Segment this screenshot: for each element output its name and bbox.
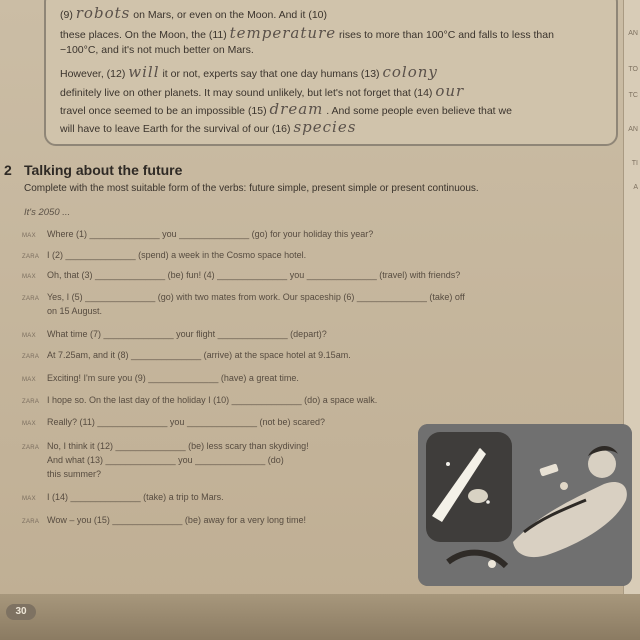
exercise-title: Talking about the future — [24, 162, 183, 178]
handwritten-answer[interactable]: robots — [75, 4, 131, 22]
handwritten-answer[interactable]: temperature — [229, 24, 337, 42]
speaker-label: ZARA — [22, 254, 40, 260]
astronaut-relaxing-icon — [418, 424, 632, 586]
dialogue-line: MAX Really? (11) ______________ you ______________ (not be) scared? — [22, 417, 326, 427]
speaker-label: MAX — [22, 233, 36, 239]
margin-label: TO — [628, 66, 638, 73]
margin-label: A — [633, 184, 638, 191]
dialogue-line: this summer? — [47, 469, 102, 479]
dialogue-line: ZARA At 7.25am, and it (8) ______________ (arrive) at the space hotel at 9.15am. — [22, 350, 351, 360]
dialogue-line: on 15 August. — [47, 306, 103, 316]
handwritten-answer[interactable]: colony — [382, 63, 438, 81]
speaker-label: MAX — [22, 274, 36, 280]
story-line: will have to leave Earth for the survival of our (16) species — [60, 118, 357, 136]
story-line: travel once seemed to be an impossible (15) dream . And some people even believe that we — [60, 100, 512, 118]
page-number: 30 — [6, 604, 36, 620]
story-line: these places. On the Moon, the (11) temperature rises to more than 100°C and falls to less than — [60, 24, 554, 42]
margin-label: TC — [628, 92, 638, 99]
story-line: (9) robots on Mars, or even on the Moon. And it (10) — [60, 4, 328, 22]
speaker-label: ZARA — [22, 399, 40, 405]
handwritten-answer[interactable]: our — [435, 82, 465, 100]
dialogue-line: ZARA I (2) ______________ (spend) a week in the Cosmo space hotel. — [22, 250, 307, 260]
dialogue-line: MAX I (14) ______________ (take) a trip to Mars. — [22, 492, 224, 502]
margin-label: AN — [628, 30, 638, 37]
speaker-label: MAX — [22, 377, 36, 383]
speaker-label: ZARA — [22, 519, 40, 525]
dialogue-line: ZARA I hope so. On the last day of the holiday I (10) ______________ (do) a space walk. — [22, 395, 378, 405]
dialogue-line: MAX Where (1) ______________ you ______________ (go) for your holiday this year? — [22, 229, 374, 239]
margin-label: TI — [631, 160, 638, 167]
speaker-label: ZARA — [22, 445, 40, 451]
exercise-number: 2 — [4, 162, 12, 178]
page-bottom-shadow — [0, 594, 640, 640]
story-line: definitely live on other planets. It may sound unlikely, but let's not forget that (14) our — [60, 82, 465, 100]
story-line: However, (12) will it or not, experts say that one day humans (13) colony — [60, 63, 438, 81]
dialogue-line: And what (13) ______________ you ______________ (do) — [47, 455, 284, 465]
dialogue-line: ZARA Wow – you (15) ______________ (be) away for a very long time! — [22, 515, 306, 525]
dialogue-line: ZARA No, I think it (12) ______________ (be) less scary than skydiving! — [22, 441, 309, 451]
handwritten-answer[interactable]: dream — [269, 100, 324, 118]
handwritten-answer[interactable]: species — [293, 118, 357, 136]
story-line: −100°C, and it's not much better on Mars. — [60, 44, 254, 56]
dialogue-line: MAX Exciting! I'm sure you (9) ______________ (have) a great time. — [22, 373, 299, 383]
speaker-label: ZARA — [22, 296, 40, 302]
speaker-label: MAX — [22, 496, 36, 502]
exercise-subtitle: It's 2050 ... — [24, 207, 71, 218]
exercise-instructions: Complete with the most suitable form of the verbs: future simple, present simple or present continuous. — [24, 183, 479, 194]
speaker-label: MAX — [22, 421, 36, 427]
speaker-label: MAX — [22, 333, 36, 339]
handwritten-answer[interactable]: will — [128, 63, 160, 81]
dialogue-line: ZARA Yes, I (5) ______________ (go) with two mates from work. Our spaceship (6) ______________ (take) off — [22, 292, 465, 302]
margin-label: AN — [628, 126, 638, 133]
space-illustration — [418, 424, 632, 586]
speaker-label: ZARA — [22, 354, 40, 360]
dialogue-line: MAX What time (7) ______________ your flight ______________ (depart)? — [22, 329, 327, 339]
dialogue-line: MAX Oh, that (3) ______________ (be) fun! (4) ______________ you ______________ (travel) with friends? — [22, 270, 461, 280]
